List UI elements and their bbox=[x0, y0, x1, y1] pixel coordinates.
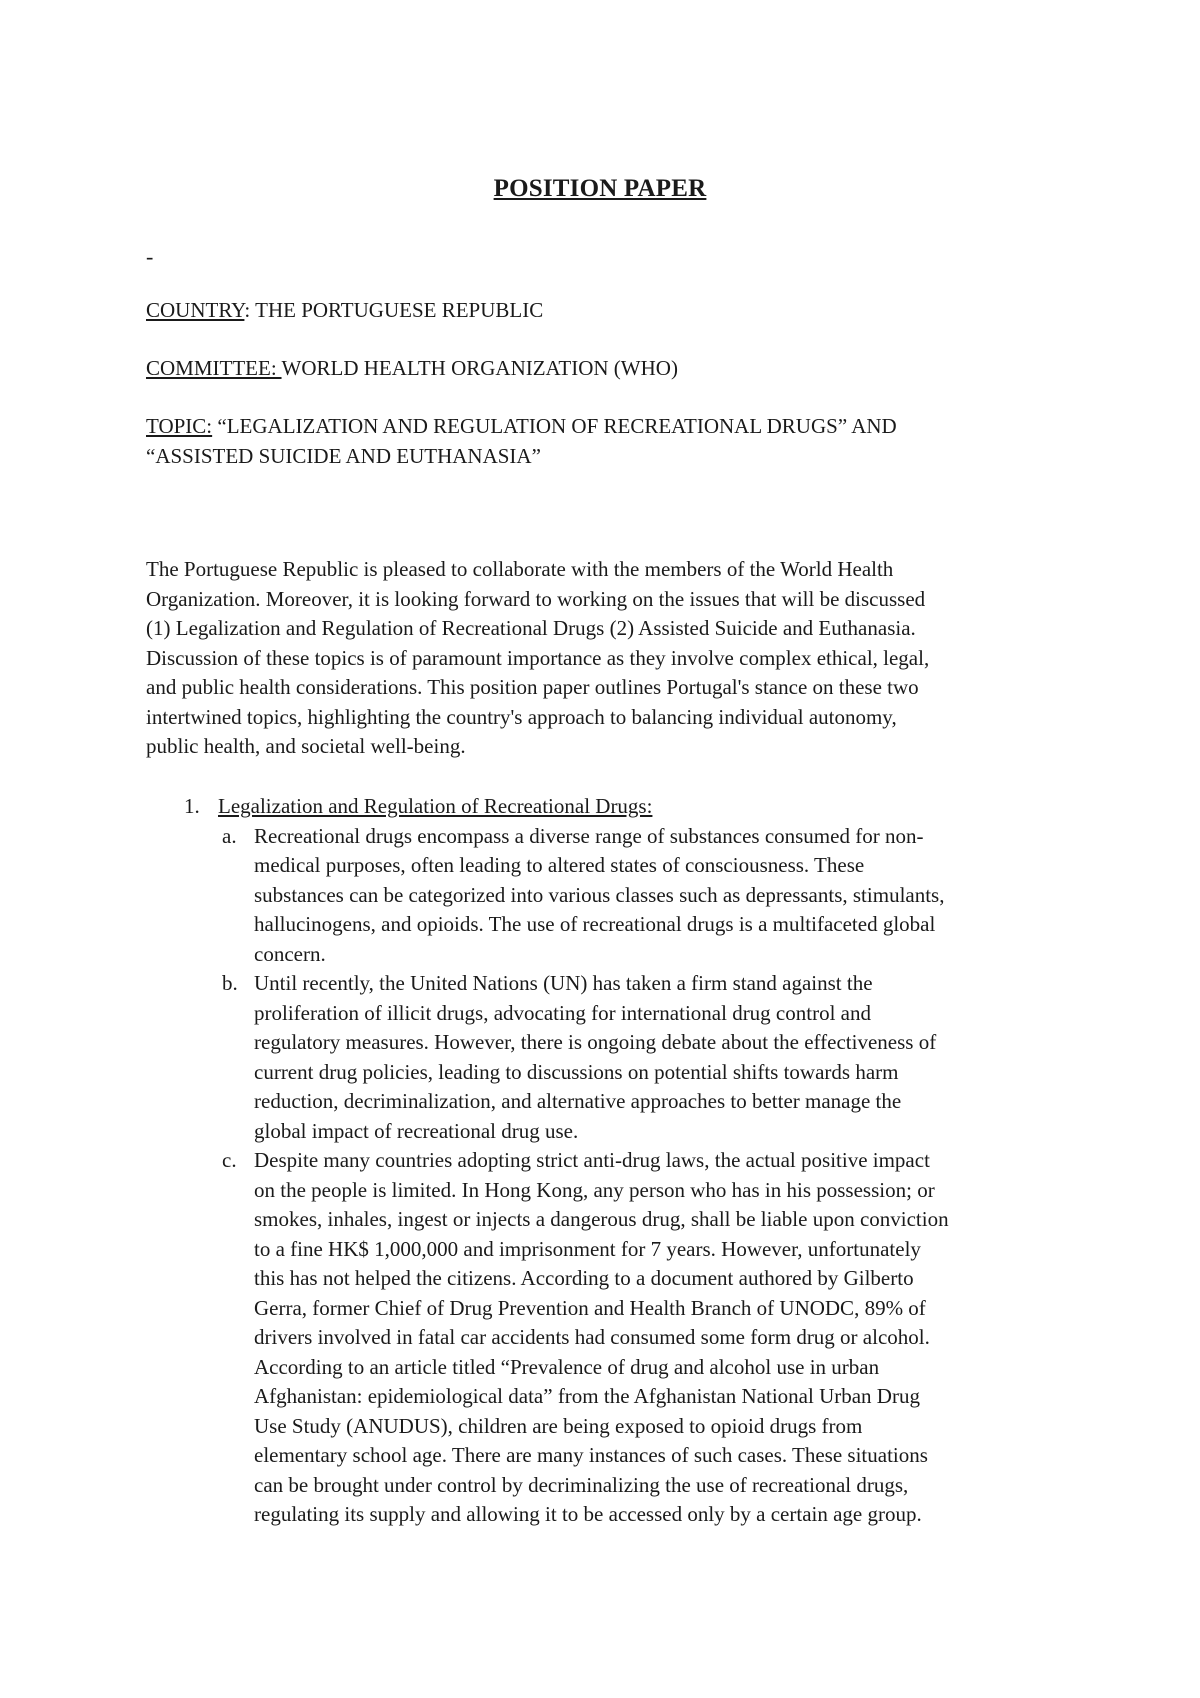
separator-dash: - bbox=[146, 244, 154, 269]
item-line: medical purposes, often leading to altered states of consciousness. These bbox=[254, 853, 865, 877]
committee-value: WORLD HEALTH ORGANIZATION (WHO) bbox=[281, 356, 678, 380]
committee-label: COMMITTEE: bbox=[146, 356, 282, 380]
section-number: 1. bbox=[184, 794, 200, 818]
list-item-c bbox=[146, 1146, 1076, 1530]
item-line: this has not helped the citizens. According to a document authored by Gilberto bbox=[254, 1266, 914, 1290]
item-line: smokes, inhales, ingest or injects a dangerous drug, shall be liable upon conviction bbox=[254, 1207, 949, 1231]
item-letter: b. bbox=[222, 971, 238, 995]
intro-line: The Portuguese Republic is pleased to collaborate with the members of the World Health bbox=[146, 557, 894, 581]
item-line: Gerra, former Chief of Drug Prevention and Health Branch of UNODC, 89% of bbox=[254, 1295, 926, 1320]
item-line: substances can be categorized into various classes such as depressants, stimulants, bbox=[254, 882, 945, 907]
list-item-a bbox=[146, 822, 1076, 970]
page-title: POSITION PAPER bbox=[493, 175, 707, 202]
item-line: Afghanistan: epidemiological data” from the Afghanistan National Urban Drug bbox=[254, 1384, 920, 1408]
country-value: : THE PORTUGUESE REPUBLIC bbox=[244, 298, 544, 322]
item-line: current drug policies, leading to discussions on potential shifts towards harm bbox=[254, 1059, 899, 1084]
country-label: COUNTRY bbox=[146, 298, 245, 322]
item-letter: a. bbox=[222, 823, 237, 848]
item-line: can be brought under control by decriminalizing the use of recreational drugs, bbox=[254, 1472, 909, 1497]
topic-value-1: “LEGALIZATION AND REGULATION OF RECREATIONAL DRUGS” AND bbox=[212, 414, 897, 438]
item-line: regulating its supply and allowing it to be accessed only by a certain age group. bbox=[254, 1502, 922, 1526]
intro-line: Organization. Moreover, it is looking forward to working on the issues that will be discussed bbox=[146, 586, 926, 611]
item-line: on the people is limited. In Hong Kong, any person who has in his possession; or bbox=[254, 1177, 935, 1202]
intro-paragraph bbox=[146, 555, 1076, 762]
item-line: regulatory measures. However, there is ongoing debate about the effectiveness of bbox=[254, 1030, 937, 1054]
intro-line: (1) Legalization and Regulation of Recreational Drugs (2) Assisted Suicide and Euthanasia. bbox=[146, 616, 916, 640]
item-line: According to an article titled “Prevalence of drug and alcohol use in urban bbox=[254, 1354, 880, 1379]
item-line: global impact of recreational drug use. bbox=[254, 1118, 579, 1143]
intro-line: Discussion of these topics is of paramount importance as they involve complex ethical, legal, bbox=[146, 645, 930, 670]
intro-line: public health, and societal well-being. bbox=[146, 734, 466, 758]
item-letter: c. bbox=[222, 1148, 237, 1172]
country-line bbox=[146, 295, 1076, 325]
topic-label: TOPIC: bbox=[146, 414, 213, 438]
item-line: reduction, decriminalization, and alternative approaches to better manage the bbox=[254, 1089, 902, 1113]
item-line: Despite many countries adopting strict anti-drug laws, the actual positive impact bbox=[254, 1148, 930, 1172]
list-item-b bbox=[146, 969, 1076, 1146]
item-line: Recreational drugs encompass a diverse range of substances consumed for non- bbox=[254, 823, 924, 848]
item-line: concern. bbox=[254, 941, 326, 966]
item-line: elementary school age. There are many instances of such cases. These situations bbox=[254, 1443, 928, 1467]
committee-line bbox=[146, 353, 1076, 383]
item-line: drivers involved in fatal car accidents had consumed some form drug or alcohol. bbox=[254, 1325, 930, 1349]
topic-block bbox=[146, 411, 1076, 471]
topic-line-2: “ASSISTED SUICIDE AND EUTHANASIA” bbox=[146, 444, 541, 468]
section-heading-text: Legalization and Regulation of Recreational Drugs: bbox=[218, 794, 653, 818]
section-heading bbox=[146, 792, 1076, 822]
item-line: hallucinogens, and opioids. The use of recreational drugs is a multifaceted global bbox=[254, 912, 936, 936]
item-line: Use Study (ANUDUS), children are being exposed to opioid drugs from bbox=[254, 1413, 863, 1438]
section-recreational-drugs bbox=[146, 792, 1076, 1530]
item-line: Until recently, the United Nations (UN) has taken a firm stand against the bbox=[254, 971, 873, 995]
item-line: proliferation of illicit drugs, advocating for international drug control and bbox=[254, 1000, 871, 1025]
intro-line: intertwined topics, highlighting the country's approach to balancing individual autonomy, bbox=[146, 704, 897, 729]
intro-line: and public health considerations. This position paper outlines Portugal's stance on these two bbox=[146, 675, 919, 699]
item-line: to a fine HK$ 1,000,000 and imprisonment for 7 years. However, unfortunately bbox=[254, 1236, 921, 1261]
topic-line-1 bbox=[146, 411, 1076, 441]
